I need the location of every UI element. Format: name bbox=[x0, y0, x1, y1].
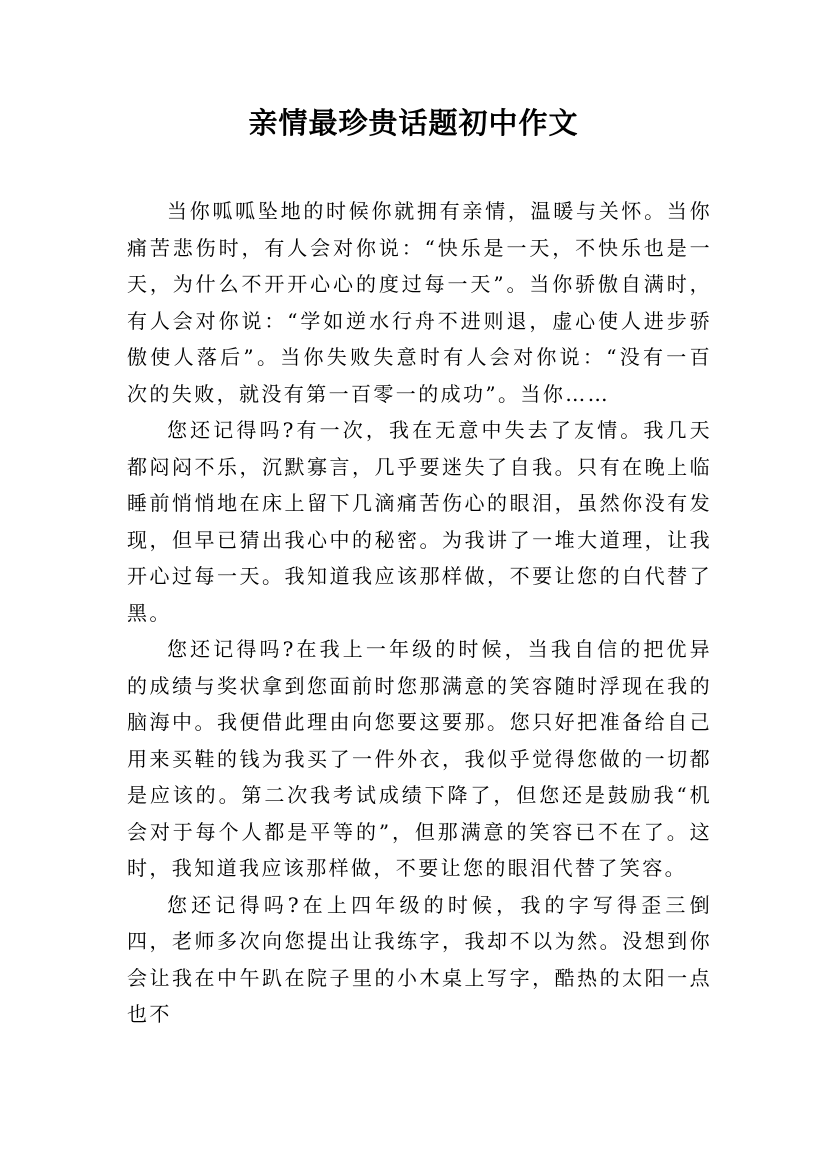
document-title: 亲情最珍贵话题初中作文 bbox=[248, 106, 579, 140]
paragraph: 您还记得吗?在我上一年级的时候，当我自信的把优异的成绩与奖状拿到您面前时您那满意的笑容随时浮现在我的脑海中。我便借此理由向您要这要那。您只好把准备给自己用来买鞋的钱为我买了一件外衣，我似乎觉得您做的一切都是应该的。第二次我考试成绩下降了，但您还是鼓励我“机会对于每个人都是平等的”，但那满意的笑容已不在了。这时，我知道我应该那样做，不要让您的眼泪代替了笑容。 bbox=[127, 637, 712, 880]
paragraph: 您还记得吗?在上四年级的时候，我的字写得歪三倒四，老师多次向您提出让我练字，我却不以为然。没想到你会让我在中午趴在院子里的小木桌上写字，酷热的太阳一点也不 bbox=[127, 892, 712, 1026]
paragraph: 您还记得吗?有一次，我在无意中失去了友情。我几天都闷闷不乐，沉默寡言，几乎要迷失了自我。只有在晚上临睡前悄悄地在床上留下几滴痛苦伤心的眼泪，虽然你没有发现，但早已猜出我心中的秘密。为我讲了一堆大道理，让我开心过每一天。我知道我应该那样做，不要让您的白代替了黑。 bbox=[127, 418, 712, 625]
paragraph: 当你呱呱坠地的时候你就拥有亲情，温暖与关怀。当你痛苦悲伤时，有人会对你说：“快乐是一天，不快乐也是一天，为什么不开开心心的度过每一天”。当你骄傲自满时，有人会对你说：“学如逆水行舟不进则退，虚心使人进步骄傲使人落后”。当你失败失意时有人会对你说：“没有一百次的失败，就没有第一百零一的成功”。当你…… bbox=[127, 199, 712, 406]
document-body bbox=[127, 193, 712, 1033]
